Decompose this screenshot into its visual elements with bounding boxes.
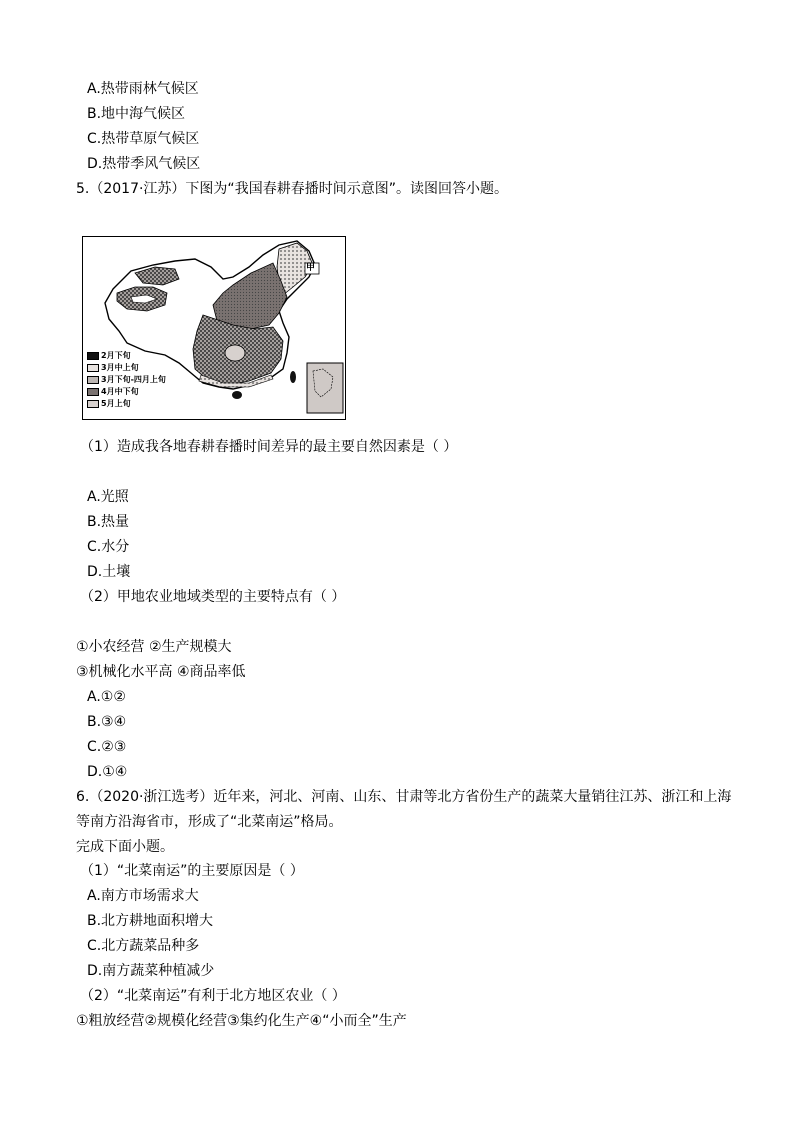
place-jia-label: 甲 bbox=[306, 263, 316, 273]
q5-sub1: （1）造成我各地春耕春播时间差异的最主要自然因素是（ ） bbox=[80, 439, 458, 455]
legend-item-4: 4月中下旬 bbox=[87, 387, 139, 396]
island-taiwan bbox=[290, 371, 296, 383]
q6-stem-line1: 6.（2020·浙江选考）近年来，河北、河南、山东、甘肃等北方省份生产的蔬菜大量销往江苏、浙江和上海 bbox=[76, 789, 732, 805]
q5-sub2-option-d: D.①④ bbox=[87, 764, 128, 780]
q5-sub2: （2）甲地农业地域类型的主要特点有（ ） bbox=[80, 589, 346, 605]
q5-sub2-items-line2: ③机械化水平高 ④商品率低 bbox=[76, 664, 246, 680]
q5-sub1-option-a: A.光照 bbox=[87, 489, 129, 505]
q6-sub1-option-c: C.北方蔬菜品种多 bbox=[87, 938, 200, 954]
q4-option-a: A.热带雨林气候区 bbox=[87, 81, 199, 97]
q6-sub1-option-d: D.南方蔬菜种植减少 bbox=[87, 963, 215, 979]
q5-sub1-option-c: C.水分 bbox=[87, 539, 130, 555]
legend-item-3: 3月下旬-四月上旬 bbox=[87, 375, 166, 384]
q4-option-d: D.热带季风气候区 bbox=[87, 156, 201, 172]
q6-sub2: （2）“北菜南运”有利于北方地区农业（ ） bbox=[80, 988, 346, 1004]
q6-stem-line3: 完成下面小题。 bbox=[76, 839, 174, 855]
china-spring-sowing-map bbox=[82, 236, 346, 420]
island-hainan bbox=[232, 391, 242, 399]
q4-option-c: C.热带草原气候区 bbox=[87, 131, 200, 147]
q6-sub1-option-b: B.北方耕地面积增大 bbox=[87, 913, 214, 929]
q5-sub1-option-b: B.热量 bbox=[87, 514, 130, 530]
q5-sub1-option-d: D.土壤 bbox=[87, 564, 131, 580]
legend-item-1: 2月下旬 bbox=[87, 351, 131, 360]
q6-stem-line2: 等南方沿海省市，形成了“北菜南运”格局。 bbox=[76, 814, 343, 830]
legend-item-5: 5月上旬 bbox=[87, 399, 131, 408]
q5-sub2-items-line1: ①小农经营 ②生产规模大 bbox=[76, 639, 232, 655]
q6-sub1: （1）“北菜南运”的主要原因是（ ） bbox=[80, 863, 304, 879]
q6-sub2-items: ①粗放经营②规模化经营③集约化生产④“小而全”生产 bbox=[76, 1013, 407, 1029]
q5-sub2-option-a: A.①② bbox=[87, 689, 126, 705]
q5-sub2-option-c: C.②③ bbox=[87, 739, 127, 755]
q5-sub2-option-b: B.③④ bbox=[87, 714, 127, 730]
legend-item-2: 3月中上旬 bbox=[87, 363, 139, 372]
q4-option-b: B.地中海气候区 bbox=[87, 106, 186, 122]
q5-stem: 5.（2017·江苏）下图为“我国春耕春播时间示意图”。读图回答小题。 bbox=[76, 181, 508, 197]
q6-sub1-option-a: A.南方市场需求大 bbox=[87, 888, 199, 904]
region-sichuan-basin bbox=[225, 345, 245, 361]
